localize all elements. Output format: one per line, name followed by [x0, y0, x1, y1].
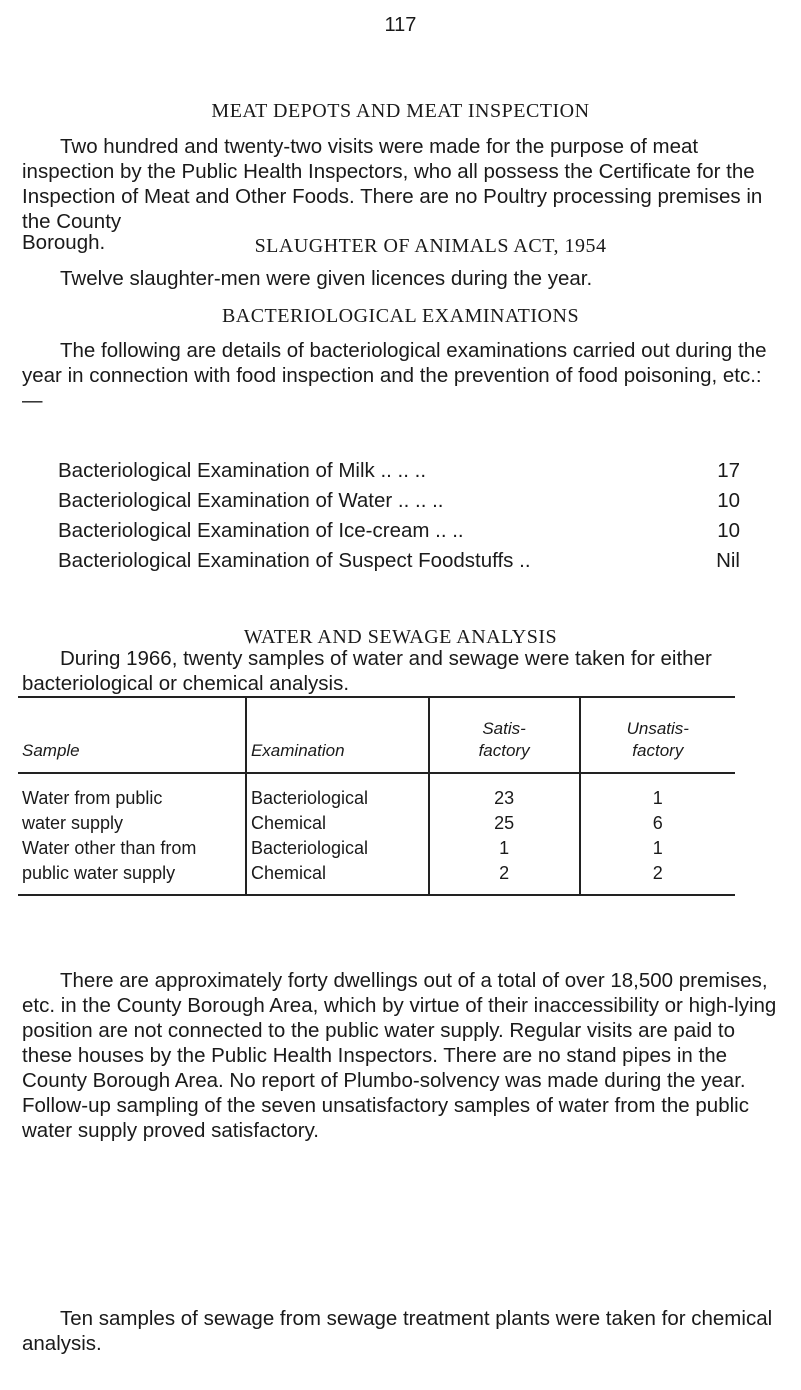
- satisfactory-cell: 2: [429, 861, 580, 895]
- sample-cell: public water supply: [18, 861, 246, 895]
- page-number: 117: [384, 14, 417, 36]
- sample-cell: water supply: [22, 813, 124, 833]
- meat-inspection-paragraph: Two hundred and twenty-two visits were made for the purpose of meat inspection by the Public Health Inspectors, who all possess the Certificate for the Inspection of Meat and Other Foods. There are no Poultry processing premises in the County: [22, 135, 763, 233]
- slaughter-act-heading: SLAUGHTER OF ANIMALS ACT, 1954: [254, 235, 607, 257]
- unsatisfactory-cell: 1: [580, 836, 735, 861]
- examination-label: Bacteriological Examination of Ice-cream .. ..: [58, 519, 464, 542]
- table-row: [18, 773, 735, 811]
- bacteriological-intro: The following are details of bacteriological examinations carried out during the year in connection with food inspection and the prevention of food poisoning, etc.:—: [22, 339, 767, 412]
- water-sewage-intro: During 1966, twenty samples of water and sewage were taken for either bacteriological or chemical analysis.: [22, 647, 712, 695]
- header-line: factory: [632, 741, 684, 760]
- list-item: [58, 546, 740, 576]
- examination-label: Bacteriological Examination of Suspect Foodstuffs ..: [58, 549, 531, 572]
- column-header-unsatisfactory: [580, 697, 735, 773]
- water-supply-paragraph: There are approximately forty dwellings out of a total of over 18,500 premises, etc. in the County Borough Area, which by virtue of their inaccessibility or high-lying position are not connected to the public water supply. Regular visits are paid to these houses by the Public Health Inspectors. There are no stand pipes in the County Borough Area. No report of Plumbo-solvency was made during the year. Follow-up sampling of the seven unsatisfactory samples of water from the public water supply proved satisfactory.: [22, 969, 777, 1142]
- examination-label: Bacteriological Examination of Milk .. .. ..: [58, 459, 427, 482]
- unsatisfactory-cell: 2: [580, 861, 735, 895]
- examination-count: 10: [717, 489, 740, 512]
- header-line: Satis-: [482, 719, 526, 738]
- bacteriological-examination-list: [58, 456, 740, 576]
- list-item: [58, 516, 740, 546]
- satisfactory-cell: 25: [429, 811, 580, 836]
- sample-cell: Water other than from: [22, 838, 197, 858]
- examination-cell: Chemical: [246, 861, 429, 895]
- examination-cell: Bacteriological: [246, 836, 429, 861]
- header-line: Unsatis-: [626, 719, 689, 738]
- examination-count: 10: [717, 519, 740, 542]
- satisfactory-cell: 23: [429, 773, 580, 811]
- list-item: [58, 486, 740, 516]
- header-line: factory: [478, 741, 530, 760]
- satisfactory-cell: 1: [429, 836, 580, 861]
- water-sewage-heading: WATER AND SEWAGE ANALYSIS: [243, 626, 558, 648]
- meat-inspection-trailing-word: Borough.: [22, 231, 106, 254]
- examination-label: Bacteriological Examination of Water .. .. ..: [58, 489, 444, 512]
- examination-count: Nil: [716, 549, 740, 572]
- column-header-examination: Examination: [246, 697, 429, 773]
- unsatisfactory-cell: 6: [580, 811, 735, 836]
- bacteriological-heading: BACTERIOLOGICAL EXAMINATIONS: [221, 305, 580, 327]
- water-analysis-table: [18, 696, 735, 896]
- table-row: [18, 861, 735, 895]
- column-header-sample: Sample: [18, 697, 246, 773]
- table-header-row: [18, 697, 735, 773]
- examination-cell: Bacteriological: [246, 773, 429, 811]
- unsatisfactory-cell: 1: [580, 773, 735, 811]
- examination-count: 17: [717, 459, 740, 482]
- sewage-paragraph: Ten samples of sewage from sewage treatment plants were taken for chemical analysis.: [22, 1307, 773, 1355]
- list-item: [58, 456, 740, 486]
- sample-cell: Water from public: [22, 788, 163, 808]
- table-row: [18, 836, 735, 861]
- meat-inspection-heading: MEAT DEPOTS AND MEAT INSPECTION: [211, 100, 590, 122]
- slaughter-act-paragraph: Twelve slaughter-men were given licences during the year.: [60, 267, 593, 290]
- examination-cell: Chemical: [246, 811, 429, 836]
- table-row: [18, 811, 735, 836]
- column-header-satisfactory: [429, 697, 580, 773]
